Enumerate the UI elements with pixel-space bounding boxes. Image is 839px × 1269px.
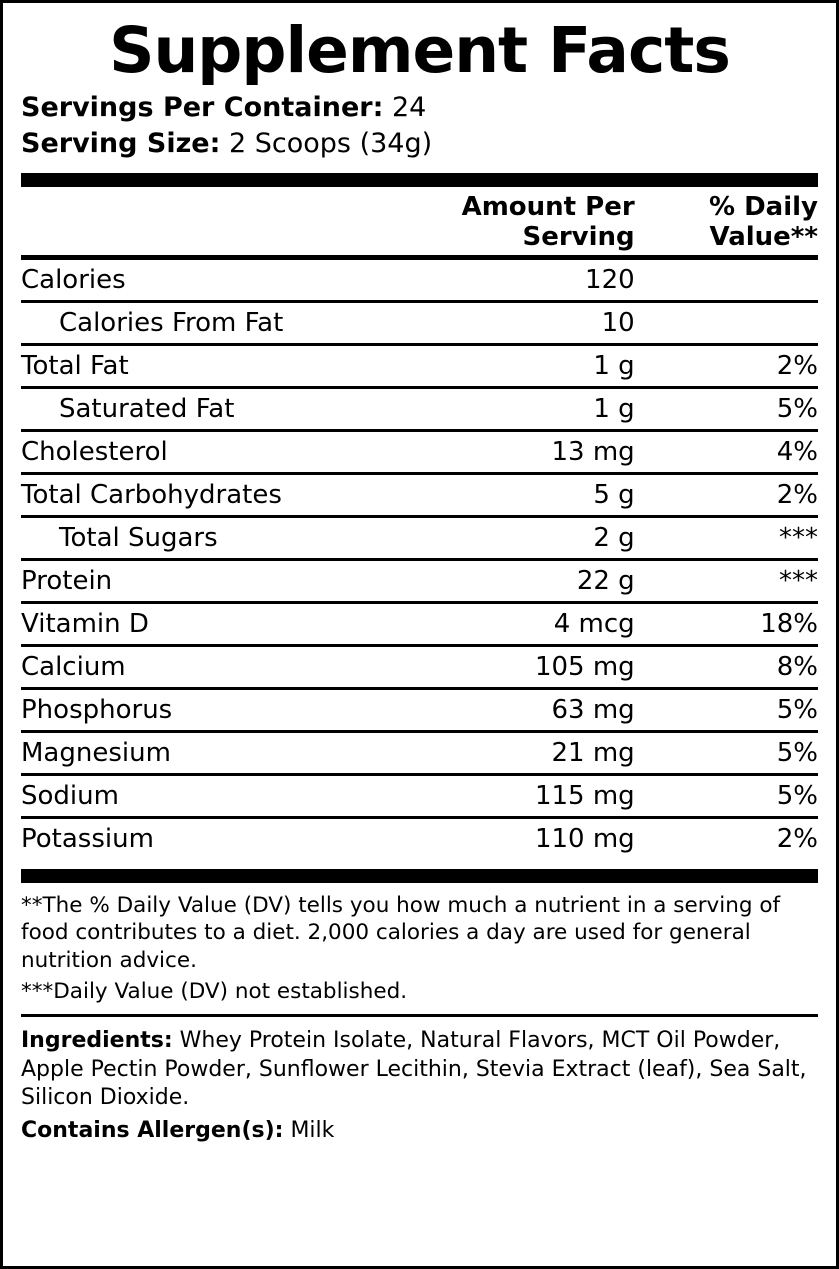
nutrient-amount: 10 [372,301,635,344]
nutrient-name: Phosphorus [21,688,372,731]
ingredients-text: Whey Protein Isolate, Natural Flavors, MCT Oil Powder, Apple Pectin Powder, Sunflower Lecithin, Stevia Extract (leaf), Sea Salt, Silicon Dioxide. [21,1027,807,1111]
nutrient-dv: *** [635,516,818,559]
nutrient-dv: 5% [635,774,818,817]
nutrient-name: Vitamin D [21,602,372,645]
nutrient-name: Calories [21,257,372,301]
header-amount-per-serving: Amount Per Serving [372,187,635,258]
nutrient-name: Cholesterol [21,430,372,473]
footnotes [21,883,818,1006]
table-row [21,344,818,387]
nutrient-amount: 4 mcg [372,602,635,645]
nutrient-dv: 8% [635,645,818,688]
table-row [21,430,818,473]
nutrient-dv: 2% [635,473,818,516]
nutrient-amount: 5 g [372,473,635,516]
ingredients-line [21,1027,818,1113]
nutrient-dv: *** [635,559,818,602]
nutrient-dv: 5% [635,688,818,731]
nutrient-dv: 2% [776,823,818,854]
divider-thick-top [21,173,818,187]
servings-per-container [21,90,818,126]
table-row [21,645,818,688]
divider-thick-bottom [21,869,818,883]
nutrient-name: Sodium [21,774,372,817]
table-row [21,731,818,774]
table-row [21,559,818,602]
table-row [21,602,818,645]
nutrient-amount: 63 mg [372,688,635,731]
nutrient-name: Total Fat [21,344,372,387]
nutrient-name: Total Sugars [21,516,372,559]
nutrient-dv: 2% [635,344,818,387]
nutrient-name: Total Carbohydrates [21,473,372,516]
table-row [21,774,818,817]
table-row [21,387,818,430]
nutrient-amount: 22 g [372,559,635,602]
nutrient-name: Potassium [21,823,154,854]
servings-per-container-value: 24 [391,92,427,123]
footnote-daily-value: **The % Daily Value (DV) tells you how much a nutrient in a serving of food contributes to a diet. 2,000 calories a day are used for general nutrition advice. [21,892,781,973]
allergens-text: Milk [283,1117,335,1143]
nutrient-dv [635,257,818,301]
allergens-line [21,1117,818,1146]
serving-size-value: 2 Scoops (34g) [229,128,433,160]
header-spacer [21,187,372,258]
nutrient-dv: 5% [635,731,818,774]
serving-size-label: Serving Size: [21,128,221,160]
nutrient-dv: 4% [635,430,818,473]
nutrient-dv: 18% [635,602,818,645]
page-title: Supplement Facts [109,14,730,87]
table-row [21,688,818,731]
nutrient-amount: 1 g [372,387,635,430]
nutrient-amount: 1 g [372,344,635,387]
nutrient-name: Protein [21,559,372,602]
servings-per-container-label: Servings Per Container: [21,92,384,123]
nutrient-amount: 2 g [372,516,635,559]
table-row [21,516,818,559]
table-row [21,301,818,344]
nutrient-amount: 115 mg [372,774,635,817]
nutrition-table [21,187,818,859]
table-row [21,473,818,516]
serving-size [21,126,818,162]
nutrient-amount: 110 mg [534,823,635,854]
table-row [21,257,818,301]
ingredients-label: Ingredients: [21,1027,173,1053]
table-header-row [21,187,818,258]
nutrient-amount: 13 mg [372,430,635,473]
nutrient-dv: 5% [635,387,818,430]
allergens-label: Contains Allergen(s): [21,1117,284,1143]
nutrient-name: Saturated Fat [21,387,372,430]
nutrient-amount: 105 mg [372,645,635,688]
table-row [21,817,818,859]
nutrient-name: Magnesium [21,731,372,774]
nutrient-name: Calories From Fat [21,301,372,344]
nutrient-name: Calcium [21,645,372,688]
header-daily-value: % Daily Value** [635,187,818,258]
nutrient-amount: 120 [372,257,635,301]
nutrient-amount: 21 mg [372,731,635,774]
footnote-not-established: ***Daily Value (DV) not established. [21,979,408,1005]
ingredients-section [21,1014,818,1145]
nutrition-table-body [21,187,818,859]
nutrient-dv [635,301,818,344]
